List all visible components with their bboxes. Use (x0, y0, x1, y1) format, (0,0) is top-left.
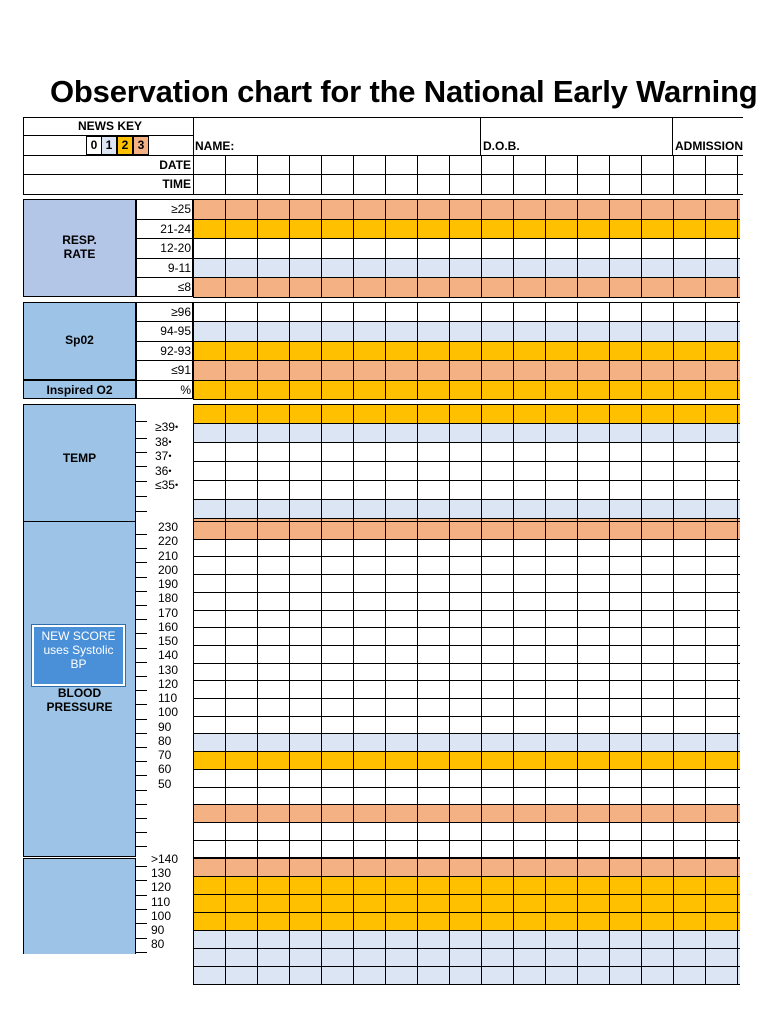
resp-col-line (737, 199, 738, 297)
temp-scale-tick (136, 481, 147, 482)
bp-col-line (609, 521, 610, 857)
resp-col-line (321, 199, 322, 297)
temp-col-line (321, 404, 322, 537)
bp-col-line (481, 521, 482, 857)
bp-scale-tick (136, 676, 147, 677)
temp-col-line (737, 404, 738, 537)
bp-scale-label: 80 (158, 733, 172, 748)
degree-dot: • (168, 436, 172, 447)
spo2-col-line (481, 302, 482, 399)
name-label: NAME: (195, 139, 235, 153)
temp-row-4 (193, 480, 740, 499)
spo2-col-line (641, 302, 642, 399)
degree-dot: • (174, 480, 179, 490)
bp-scale-label: 200 (158, 562, 179, 577)
resp-col-line (257, 199, 258, 297)
bp-scale-tick (136, 775, 147, 776)
pulse-scale-tick (136, 952, 147, 953)
bp-scale-tick (136, 804, 147, 805)
pulse-col-line (481, 858, 482, 984)
bp-row-11 (193, 716, 740, 734)
bp-col-line (513, 521, 514, 857)
pulse-col-line (289, 858, 290, 984)
resp-col-line (545, 199, 546, 297)
page-title: Observation chart for the National Early Warning (50, 74, 758, 109)
temp-label: TEMP (62, 451, 97, 465)
spo2-col-line (257, 302, 258, 399)
temp-panel (23, 404, 136, 537)
header-col-line (641, 155, 642, 195)
pulse-col-line (545, 858, 546, 984)
bp-scale-tick (136, 605, 147, 606)
bp-scale-tick (136, 704, 147, 705)
degree-dot: • (168, 465, 172, 476)
pulse-col-line (705, 858, 706, 984)
bp-scale-label: 90 (158, 719, 172, 734)
bp-row-5 (193, 610, 740, 628)
pulse-col-line (225, 858, 226, 984)
resp-scale-line (136, 219, 193, 220)
spo2-col-line (225, 302, 226, 399)
bp-col-line (705, 521, 706, 857)
bp-scale-tick (136, 619, 147, 620)
resp-bottom-line (193, 297, 740, 298)
bp-row-18 (193, 840, 740, 858)
bp-scale-label: 210 (158, 548, 179, 563)
spo2-label: Sp02 (65, 333, 94, 347)
bp-scale-tick (136, 761, 147, 762)
bp-row-14 (193, 769, 740, 787)
new-score-note (32, 625, 125, 686)
spo2-col-line (289, 302, 290, 399)
spo2-bottom-line (193, 399, 740, 400)
temp-col-line (257, 404, 258, 537)
bp-scale-label: 170 (158, 605, 179, 620)
pulse-col-line (513, 858, 514, 984)
temp-row-3 (193, 461, 740, 480)
spo2-row-label: 92-93 (160, 343, 191, 358)
bp-scale-label: 140 (158, 648, 179, 663)
temp-col-line (673, 404, 674, 537)
pulse-row-1 (193, 876, 740, 894)
resp-row-label: 9-11 (167, 260, 191, 275)
pulse-col-line (193, 858, 194, 984)
bp-scale-tick (136, 818, 147, 819)
pulse-row-4 (193, 930, 740, 948)
pulse-scale-tick (136, 895, 147, 896)
resp-col-line (577, 199, 578, 297)
spo2-col-line (737, 302, 738, 399)
resp-row-label: ≤8 (177, 280, 191, 295)
bp-scale-label: 160 (158, 619, 179, 634)
spo2-scale-line (136, 302, 193, 303)
bp-col-line (737, 521, 738, 857)
resp-col-line (705, 199, 706, 297)
pulse-col-line (321, 858, 322, 984)
resp-row-1 (193, 219, 740, 239)
pulse-scale-label: 110 (151, 894, 171, 909)
header-divider-3 (23, 194, 743, 195)
pulse-col-line (353, 858, 354, 984)
resp-col-line (481, 199, 482, 297)
header-col-line (449, 155, 450, 195)
header-col-line (609, 155, 610, 195)
temp-col-line (193, 404, 194, 537)
temp-col-line (481, 404, 482, 537)
header-col-line (673, 155, 674, 195)
spo2-col-line (513, 302, 514, 399)
temp-scale-label: ≥39• (155, 420, 179, 434)
resp-row-label: ≥25 (171, 202, 191, 216)
temp-scale-label: 37• (155, 449, 172, 463)
bp-scale-tick (136, 747, 147, 748)
degree-dot: • (168, 451, 172, 461)
spo2-col-line (353, 302, 354, 399)
bp-col-line (641, 521, 642, 857)
dob-divider (480, 117, 481, 155)
header-divider-2 (23, 174, 743, 175)
resp-row-4 (193, 277, 740, 297)
bp-row-15 (193, 787, 740, 805)
spo2-col-line (673, 302, 674, 399)
pulse-col-line (385, 858, 386, 984)
bp-col-line (417, 521, 418, 857)
bp-scale-tick (136, 662, 147, 663)
resp-scale-line (136, 258, 193, 259)
spo2-scale-line (136, 321, 193, 322)
resp-row-label: 12-20 (160, 241, 191, 256)
spo2-col-line (417, 302, 418, 399)
pulse-scale-tick (136, 923, 147, 924)
bp-row-3 (193, 574, 740, 592)
header-col-line (225, 155, 226, 195)
resp-col-line (193, 199, 194, 297)
spo2-col-line (449, 302, 450, 399)
bp-col-line (353, 521, 354, 857)
pulse-row-6 (193, 966, 740, 984)
pulse-col-line (673, 858, 674, 984)
temp-col-line (545, 404, 546, 537)
admission-divider (672, 117, 673, 155)
inspired-o2-label: Inspired O2 (46, 382, 113, 397)
bp-scale-label: 190 (158, 577, 179, 591)
bp-scale-tick (136, 790, 147, 791)
new-score-note-text: NEW SCORE uses Systolic BP (41, 629, 116, 671)
header-col-line (545, 155, 546, 195)
header-col-line (353, 155, 354, 195)
resp-col-line (225, 199, 226, 297)
resp-col-line (513, 199, 514, 297)
resp-col-line (417, 199, 418, 297)
date-label: DATE (159, 158, 191, 172)
header-col-line (513, 155, 514, 195)
bp-scale-label: 150 (158, 634, 179, 648)
pulse-col-line (257, 858, 258, 984)
spo2-col-line (321, 302, 322, 399)
pulse-row-3 (193, 912, 740, 930)
header-col-line (481, 155, 482, 195)
news-key-swatch-1: 1 (101, 136, 117, 155)
resp-col-line (385, 199, 386, 297)
spo2-col-line (385, 302, 386, 399)
news-key-swatch-0: 0 (86, 136, 102, 155)
resp-row-0 (193, 199, 740, 219)
news-key-swatch-2: 2 (117, 136, 133, 155)
spo2-row-label: % (180, 382, 191, 397)
bp-col-line (257, 521, 258, 857)
bp-row-13 (193, 751, 740, 769)
pulse-bottom-line (193, 984, 740, 985)
temp-col-line (513, 404, 514, 537)
resp-scale-line (136, 199, 193, 200)
bp-scale-label: 50 (158, 776, 172, 791)
temp-col-line (289, 404, 290, 537)
bp-scale-tick (136, 719, 147, 720)
temp-scale-tick (136, 466, 147, 467)
bp-scale-tick (136, 577, 147, 578)
header-col-line (257, 155, 258, 195)
spo2-row-0 (193, 302, 740, 321)
spo2-scale-line (136, 380, 193, 381)
temp-row-2 (193, 442, 740, 461)
temp-scale-tick (136, 511, 147, 512)
header-col-line (385, 155, 386, 195)
temp-scale-label: 38• (155, 434, 172, 449)
temp-scale-tick (136, 496, 147, 497)
bp-row-9 (193, 680, 740, 698)
bp-scale-tick (136, 846, 147, 847)
temp-scale-tick (136, 421, 147, 422)
temp-col-line (609, 404, 610, 537)
bp-col-line (545, 521, 546, 857)
resp-col-line (609, 199, 610, 297)
bp-scale-label: 70 (158, 748, 172, 762)
bp-scale-label: 130 (158, 662, 179, 677)
bp-row-4 (193, 592, 740, 610)
news-key-swatch-3: 3 (133, 136, 149, 155)
bp-scale-tick (136, 591, 147, 592)
temp-col-line (641, 404, 642, 537)
temp-scale-label: ≤35• (155, 478, 179, 492)
pulse-col-line (641, 858, 642, 984)
temp-col-line (417, 404, 418, 537)
pulse-col-line (609, 858, 610, 984)
temp-col-line (385, 404, 386, 537)
header-col-line (737, 155, 738, 195)
bp-scale-tick (136, 562, 147, 563)
resp-row-2 (193, 238, 740, 258)
bp-scale-tick (136, 534, 147, 535)
header-col-line (417, 155, 418, 195)
header-col-line (321, 155, 322, 195)
temp-scale-tick (136, 452, 147, 453)
header-col-line (577, 155, 578, 195)
bp-col-line (577, 521, 578, 857)
spo2-row-label: ≥96 (171, 305, 191, 319)
bp-scale-label: 230 (158, 520, 179, 534)
header-col-line (289, 155, 290, 195)
bp-scale-tick (136, 633, 147, 634)
temp-row-1 (193, 423, 740, 442)
resp-col-line (449, 199, 450, 297)
pulse-scale-tick (136, 880, 147, 881)
spo2-scale-line (136, 360, 193, 361)
pulse-panel (23, 858, 136, 954)
pulse-scale-tick (136, 909, 147, 910)
bp-scale-label: 110 (158, 691, 178, 705)
bp-col-line (321, 521, 322, 857)
spo2-col-line (705, 302, 706, 399)
resp-col-line (641, 199, 642, 297)
header-col-line (705, 155, 706, 195)
bp-row-1 (193, 539, 740, 557)
resp-col-line (353, 199, 354, 297)
bp-row-0 (193, 521, 740, 539)
bp-row-17 (193, 822, 740, 840)
pulse-scale-tick (136, 866, 147, 867)
pulse-scale-tick (136, 938, 147, 939)
spo2-row-label: ≤91 (171, 363, 191, 378)
resp-rate-label: RESP. RATE (62, 233, 97, 261)
bp-col-line (193, 521, 194, 857)
bp-row-16 (193, 804, 740, 822)
bp-row-10 (193, 698, 740, 716)
pulse-col-line (737, 858, 738, 984)
spo2-row-2 (193, 341, 740, 360)
bp-col-line (673, 521, 674, 857)
resp-col-line (673, 199, 674, 297)
bp-row-12 (193, 733, 740, 751)
pulse-col-line (417, 858, 418, 984)
pulse-scale-label: 120 (151, 880, 172, 895)
spo2-row-3 (193, 360, 740, 379)
resp-col-line (289, 199, 290, 297)
resp-row-label: 21-24 (160, 221, 191, 236)
spo2-row-1 (193, 321, 740, 340)
bp-scale-label: 100 (158, 705, 179, 720)
temp-row-5 (193, 499, 740, 518)
resp-scale-line (136, 238, 193, 239)
bp-scale-label: 220 (158, 534, 179, 549)
pulse-row-2 (193, 894, 740, 912)
pulse-col-line (577, 858, 578, 984)
bp-col-line (449, 521, 450, 857)
temp-col-line (353, 404, 354, 537)
resp-scale-line (136, 277, 193, 278)
pulse-scale-label: 90 (151, 923, 165, 937)
pulse-row-0 (193, 858, 740, 876)
temp-scale-tick (136, 438, 147, 439)
bp-scale-label: 180 (158, 591, 179, 606)
pulse-row-5 (193, 948, 740, 966)
header-divider-1 (23, 155, 743, 156)
pulse-scale-label: >140 (151, 852, 179, 866)
spo2-row-4 (193, 380, 740, 399)
time-label: TIME (162, 177, 191, 191)
spo2-col-line (545, 302, 546, 399)
spo2-scale-line (136, 341, 193, 342)
bp-scale-tick (136, 648, 147, 649)
temp-row-0 (193, 404, 740, 423)
bp-row-6 (193, 627, 740, 645)
header-col-line (193, 155, 194, 195)
bp-scale-label: 60 (158, 762, 172, 777)
bp-col-line (289, 521, 290, 857)
degree-dot: • (174, 422, 179, 432)
bp-scale-label: 120 (158, 676, 179, 691)
pulse-col-line (449, 858, 450, 984)
blood-pressure-label: BLOOD PRESSURE (46, 686, 113, 714)
bp-scale-tick (136, 832, 147, 833)
news-key-label: NEWS KEY (78, 119, 143, 133)
bp-scale-tick (136, 733, 147, 734)
spo2-col-line (577, 302, 578, 399)
temp-col-line (577, 404, 578, 537)
bp-row-8 (193, 663, 740, 681)
resp-row-3 (193, 258, 740, 278)
bp-col-line (385, 521, 386, 857)
temp-col-line (705, 404, 706, 537)
pulse-scale-label: 100 (151, 908, 172, 923)
bp-row-7 (193, 645, 740, 663)
bp-row-2 (193, 556, 740, 574)
temp-scale-label: 36• (155, 463, 172, 478)
bp-col-line (225, 521, 226, 857)
admission-label: ADMISSION (675, 139, 744, 153)
pulse-scale-label: 130 (151, 866, 172, 881)
pulse-scale-label: 80 (151, 937, 165, 952)
dob-label: D.O.B. (483, 139, 520, 153)
spo2-col-line (193, 302, 194, 399)
spo2-col-line (609, 302, 610, 399)
temp-col-line (225, 404, 226, 537)
bp-scale-tick (136, 690, 147, 691)
spo2-row-label: 94-95 (160, 324, 191, 339)
bp-scale-tick (136, 548, 147, 549)
temp-col-line (449, 404, 450, 537)
